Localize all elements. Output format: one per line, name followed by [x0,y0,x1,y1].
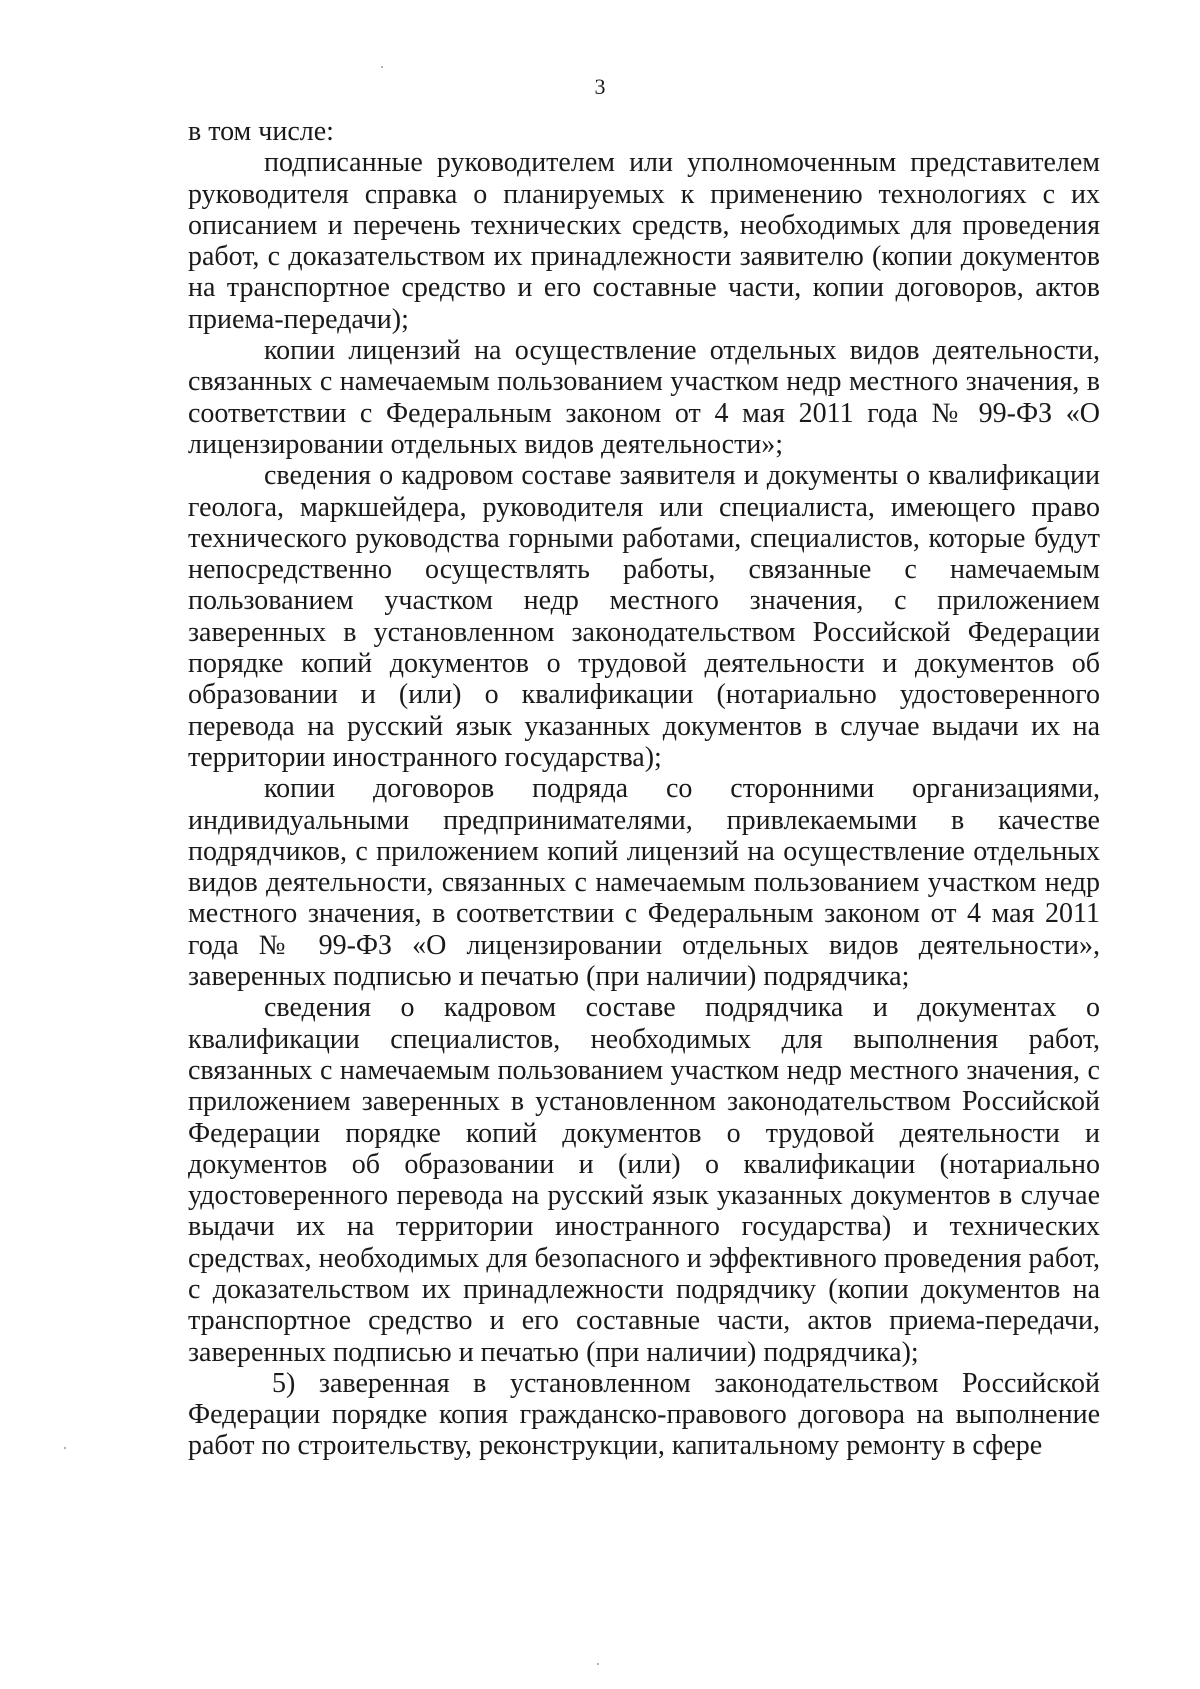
paragraph-contractor-agreements: копии договоров подряда со сторонними организациями, индивидуальными предпринимателями, привлекаемыми в качестве подрядчиков, с приложением копий лицензий на осуществление отдельных видов деятельности, связанных с намечаемым пользованием участком недр местного значения, в соответствии с Федеральным законом от 4 мая 2011 года № 99-ФЗ «О лицензировании отдельных видов деятельности», заверенных подписью и печатью (при наличии) подрядчика; [188,773,1100,993]
paragraph-applicant-staff: сведения о кадровом составе заявителя и документы о квалификации геолога, маркшейдера, руководителя или специалиста, имеющего право технического руководства горными работами, специалистов, которые будут непосредственно осуществлять работы, связанные с намечаемым пользованием участком недр местного значения, с приложением заверенных в установленном законодательством Российской Федерации порядке копий документов о трудовой деятельности и документов об образовании и (или) о квалификации (нотариально удостоверенного перевода на русский язык указанных документов в случае выдачи их на территории иностранного государства); [188,460,1100,773]
scan-speck [64,1447,66,1449]
document-body [188,116,1100,1462]
page-number: 3 [594,74,606,99]
scan-speck [381,66,383,68]
paragraph-item-5: 5) заверенная в установленном законодательством Российской Федерации порядке копия гражданско-правового договора на выполнение работ по строительству, реконструкции, капитальному ремонту в сфере [188,1367,1100,1462]
scan-speck [597,1663,599,1665]
paragraph-contractor-staff: сведения о кадровом составе подрядчика и документах о квалификации специалистов, необходимых для выполнения работ, связанных с намечаемым пользованием участком недр местного значения, с приложением заверенных в установленном законодательством Российской Федерации порядке копий документов о трудовой деятельности и документов об образовании и (или) о квалификации (нотариально удостоверенного перевода на русский язык указанных документов в случае выдачи их на территории иностранного государства) и технических средствах, необходимых для безопасного и эффективного проведения работ, с доказательством их принадлежности подрядчику (копии документов на транспортное средство и его составные части, актов приема-передачи, заверенных подписью и печатью (при наличии) подрядчика); [188,992,1100,1368]
paragraph-technology-certificate: подписанные руководителем или уполномоченным представителем руководителя справка о планируемых к применению технологиях с их описанием и перечень технических средств, необходимых для проведения работ, с доказательством их принадлежности заявителю (копии документов на транспортное средство и его составные части, копии договоров, актов приема-передачи); [188,147,1100,335]
paragraph-including: в том числе: [188,116,334,147]
paragraph-license-copies: копии лицензий на осуществление отдельных видов деятельности, связанных с намечаемым пользованием участком недр местного значения, в соответствии с Федеральным законом от 4 мая 2011 года № 99-ФЗ «О лицензировании отдельных видов деятельности»; [188,335,1100,460]
